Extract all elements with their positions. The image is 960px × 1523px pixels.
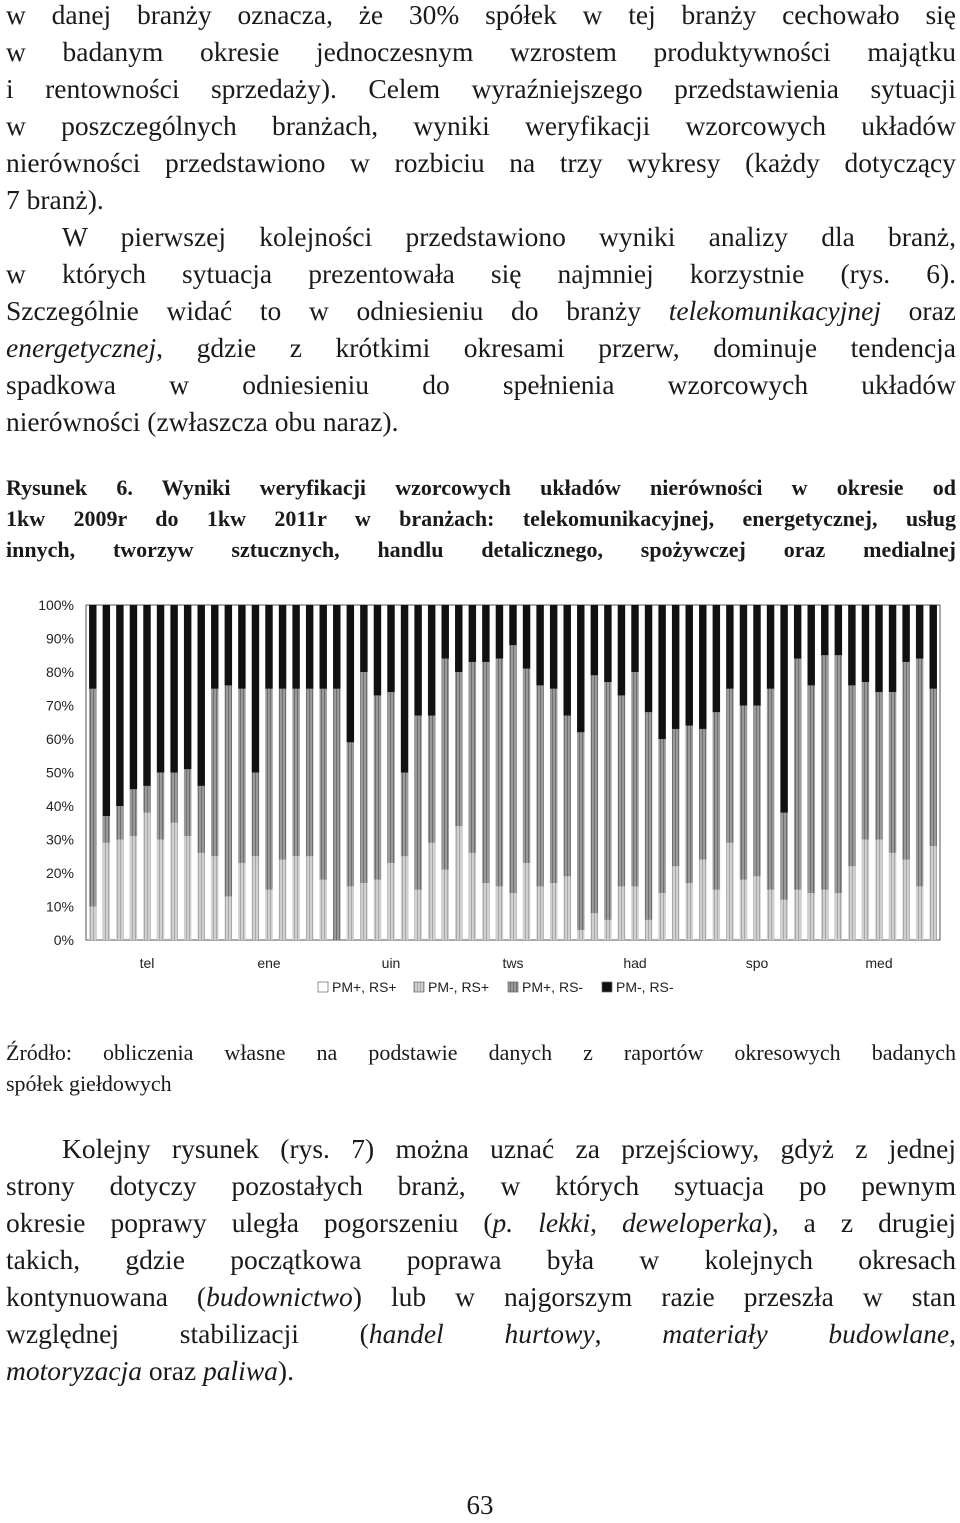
bar-segment <box>455 672 462 826</box>
bar-segment <box>333 689 340 940</box>
bar-segment <box>672 866 679 940</box>
bar-segment <box>306 605 313 689</box>
bar-segment <box>929 846 936 940</box>
bar-segment <box>862 605 869 682</box>
bar-segment <box>713 890 720 940</box>
bar-segment <box>889 853 896 940</box>
bar-segment <box>252 856 259 940</box>
bar-segment <box>225 605 232 685</box>
bar-segment <box>279 860 286 940</box>
bar-segment <box>780 605 787 813</box>
bar-segment <box>265 689 272 890</box>
text-line: i rentowności sprzedaży). Celem wyraźniejszego przedstawienia sytuacji <box>6 73 956 104</box>
figure-caption <box>6 472 956 565</box>
bar-segment <box>577 930 584 940</box>
bar-segment <box>563 716 570 877</box>
bar-segment <box>184 836 191 940</box>
bar-segment <box>794 605 801 659</box>
legend-swatch <box>508 982 518 992</box>
bar-segment <box>875 605 882 692</box>
bar-segment <box>916 605 923 659</box>
bar-segment <box>780 813 787 900</box>
bar-segment <box>604 605 611 682</box>
bar-segment <box>482 605 489 662</box>
bar-segment <box>170 823 177 940</box>
bar-segment <box>658 739 665 893</box>
bar-segment <box>225 685 232 896</box>
italic-term: handel hurtowy <box>368 1318 595 1349</box>
text-line <box>6 329 956 366</box>
bar-segment <box>699 605 706 729</box>
bar-segment <box>441 659 448 870</box>
x-tick-label: spo <box>745 955 769 971</box>
bar-segment <box>374 695 381 879</box>
text-run: , <box>594 1318 663 1349</box>
bar-segment <box>875 840 882 941</box>
bar-segment <box>143 813 150 940</box>
text-line <box>6 1204 956 1241</box>
bar-segment <box>306 856 313 940</box>
paragraph-1 <box>6 0 956 440</box>
bar-segment <box>753 706 760 877</box>
legend-swatch <box>414 982 424 992</box>
italic-term: energetycznej <box>6 332 157 363</box>
bar-segment <box>360 605 367 672</box>
text-line: w których sytuacja prezentowała się najmniej korzystnie (rys. 6). <box>6 258 956 289</box>
bar-segment <box>89 907 96 941</box>
bar-segment <box>753 605 760 706</box>
y-tick-label: 30% <box>45 831 74 848</box>
bar-segment <box>577 732 584 930</box>
legend-swatch <box>602 982 612 992</box>
x-tick-label: uin <box>381 955 401 971</box>
bar-segment <box>238 689 245 863</box>
bar-segment <box>116 806 123 840</box>
bar-segment <box>753 876 760 940</box>
y-tick-label: 90% <box>45 630 74 647</box>
bar-segment <box>645 920 652 940</box>
text-run: oraz <box>141 1355 204 1386</box>
bar-segment <box>197 786 204 853</box>
italic-term: telekomunikacyjnej <box>668 295 881 326</box>
x-tick-label: had <box>623 955 647 971</box>
bar-segment <box>645 605 652 712</box>
bar-segment <box>130 836 137 940</box>
figure-source <box>6 1037 956 1099</box>
bar-segment <box>292 856 299 940</box>
bar-segment <box>835 605 842 655</box>
x-tick-label: tws <box>502 955 524 971</box>
bar-segment <box>143 605 150 786</box>
text-line: W pierwszej kolejności przedstawiono wyniki analizy dla branż, <box>62 221 956 252</box>
italic-term: deweloperka <box>622 1207 763 1238</box>
bar-segment <box>523 863 530 940</box>
bar-segment <box>360 672 367 883</box>
bar-segment <box>197 605 204 786</box>
bar-segment <box>685 605 692 726</box>
bar-segment <box>279 689 286 860</box>
text-line: Kolejny rysunek (rys. 7) można uznać za przejściowy, gdyż z jednej <box>62 1133 956 1164</box>
y-tick-label: 20% <box>45 865 74 881</box>
bar-segment <box>509 645 516 893</box>
bar-segment <box>862 682 869 839</box>
y-tick-label: 70% <box>45 697 74 714</box>
text-line <box>6 1278 956 1315</box>
bar-segment <box>401 605 408 773</box>
text-line <box>6 1352 956 1389</box>
bar-segment <box>103 605 110 816</box>
source-line: spółek giełdowych <box>6 1071 172 1096</box>
italic-term: budownictwo <box>206 1281 353 1312</box>
bar-segment <box>157 840 164 941</box>
bar-segment <box>780 900 787 940</box>
bar-segment <box>130 789 137 836</box>
text-line <box>6 1315 956 1352</box>
bar-segment <box>631 605 638 672</box>
bar-segment <box>929 689 936 846</box>
bar-segment <box>916 886 923 940</box>
bar-segment <box>469 853 476 940</box>
bar-segment <box>821 890 828 940</box>
bar-segment <box>685 726 692 883</box>
bar-segment <box>319 605 326 689</box>
bar-segment <box>835 655 842 893</box>
bar-segment <box>455 605 462 672</box>
bar-segment <box>726 843 733 940</box>
y-axis <box>38 597 74 948</box>
text-run: ) lub w najgorszym razie przeszła w stan <box>352 1281 956 1312</box>
bar-segment <box>184 605 191 769</box>
bar-segment <box>130 605 137 789</box>
bar-segment <box>319 689 326 880</box>
bar-segment <box>509 605 516 645</box>
bar-segment <box>496 605 503 659</box>
bar-segment <box>469 662 476 853</box>
bar-segment <box>618 605 625 695</box>
bar-segment <box>740 880 747 940</box>
bar-segment <box>103 843 110 940</box>
bar-segment <box>414 890 421 940</box>
bar-segment <box>225 896 232 940</box>
bar-segment <box>170 773 177 823</box>
bar-segment <box>523 669 530 863</box>
page-number: 63 <box>466 1490 494 1520</box>
bar-segment <box>821 655 828 890</box>
text-line: nierówności (zwłaszcza obu naraz). <box>6 406 399 437</box>
bar-segment <box>116 840 123 941</box>
bar-segment <box>767 890 774 940</box>
bar-segment <box>238 605 245 689</box>
bar-segment <box>89 689 96 907</box>
text-line <box>6 292 956 329</box>
bar-segment <box>672 605 679 729</box>
bar-segment <box>170 605 177 773</box>
bar-segment <box>848 685 855 866</box>
bar-segment <box>374 605 381 695</box>
bar-segment <box>794 659 801 890</box>
bar-segment <box>347 742 354 886</box>
bar-segment <box>550 883 557 940</box>
bar-segment <box>740 605 747 706</box>
text-run: , <box>949 1318 956 1349</box>
bar-segment <box>496 659 503 887</box>
bar-segment <box>197 853 204 940</box>
legend-label: PM+, RS- <box>522 979 584 995</box>
bar-segment <box>591 605 598 675</box>
y-tick-label: 10% <box>45 898 74 915</box>
caption-line: 1kw 2009r do 1kw 2011r w branżach: telekomunikacyjnej, energetycznej, usług <box>6 506 956 531</box>
bar-segment <box>835 893 842 940</box>
bar-segment <box>184 769 191 836</box>
legend-label: PM-, RS+ <box>428 979 490 995</box>
bar-segment <box>618 695 625 886</box>
text-line: w danej branży oznacza, że 30% spółek w tej branży cechowało się <box>6 0 956 30</box>
bar-segment <box>401 773 408 857</box>
bar-segment <box>387 605 394 692</box>
bar-segment <box>767 605 774 689</box>
text-line: nierówności przedstawiono w rozbiciu na trzy wykresy (każdy dotyczący <box>6 147 956 178</box>
text-run: okresie poprawy uległa pogorszeniu ( <box>6 1207 493 1238</box>
text-line: 7 branż). <box>6 184 104 215</box>
text-line: spadkowa w odniesieniu do spełnienia wzorcowych układów <box>6 369 956 400</box>
bar-segment <box>306 689 313 857</box>
text-run: względnej stabilizacji ( <box>6 1318 369 1349</box>
bar-segment <box>292 689 299 857</box>
bar-segment <box>889 605 896 692</box>
caption-line: Rysunek 6. Wyniki weryfikacji wzorcowych układów nierówności w okresie od <box>6 475 956 500</box>
bar-segment <box>211 689 218 857</box>
bar-segment <box>347 886 354 940</box>
bar-segment <box>116 605 123 806</box>
bar-segment <box>591 675 598 913</box>
text-run: Szczególnie widać to w odniesieniu do branży <box>6 295 669 326</box>
legend-label: PM-, RS- <box>616 979 674 995</box>
bar-segment <box>604 682 611 920</box>
text-run: kontynuowana ( <box>6 1281 207 1312</box>
bar-segment <box>713 605 720 712</box>
caption-line: innych, tworzyw sztucznych, handlu detalicznego, spożywczej oraz medialnej <box>6 537 956 562</box>
bar-segment <box>550 605 557 689</box>
x-tick-label: med <box>865 955 893 971</box>
bar-segment <box>563 605 570 716</box>
stacked-bar-chart <box>0 585 960 1005</box>
x-tick-label: ene <box>257 955 281 971</box>
bar-segment <box>658 605 665 739</box>
legend-label: PM+, RS+ <box>332 979 397 995</box>
y-tick-label: 40% <box>45 798 74 814</box>
italic-term: paliwa <box>203 1355 278 1386</box>
x-axis <box>140 955 893 971</box>
bar-segment <box>577 605 584 732</box>
bar-segment <box>916 659 923 887</box>
bar-segment <box>265 605 272 689</box>
bar-segment <box>103 816 110 843</box>
bar-segment <box>563 876 570 940</box>
bar-segment <box>157 605 164 773</box>
bar-segment <box>387 692 394 863</box>
bar-segment <box>428 843 435 940</box>
paragraph-3 <box>6 1130 956 1389</box>
bar-segment <box>794 890 801 940</box>
bar-segment <box>699 729 706 860</box>
y-tick-label: 50% <box>45 764 74 781</box>
text-run: oraz <box>880 295 956 326</box>
bar-segment <box>672 729 679 866</box>
text-line: w badanym okresie jednoczesnym wzrostem produktywności majątku <box>6 36 956 67</box>
bar-segment <box>591 913 598 940</box>
bar-segment <box>821 605 828 655</box>
bar-segment <box>767 689 774 890</box>
text-run: ). <box>277 1355 294 1386</box>
bar-segment <box>441 870 448 940</box>
bar-segment <box>211 605 218 689</box>
bar-segment <box>631 886 638 940</box>
text-run: ), a z drugiej <box>762 1207 956 1238</box>
bar-segment <box>536 886 543 940</box>
bar-segment <box>469 605 476 662</box>
bar-segment <box>414 716 421 890</box>
bar-segment <box>89 605 96 689</box>
source-line: Źródło: obliczenia własne na podstawie danych z raportów okresowych badanych <box>6 1040 956 1065</box>
bar-segment <box>726 605 733 689</box>
bar-segment <box>902 860 909 940</box>
text-run: , <box>590 1207 623 1238</box>
bar-segment <box>807 893 814 940</box>
bar-segment <box>848 866 855 940</box>
bar-segment <box>333 605 340 689</box>
bar-segment <box>265 890 272 940</box>
bar-segment <box>347 605 354 742</box>
bar-segment <box>807 605 814 685</box>
bar-segment <box>726 689 733 843</box>
chart-legend <box>318 979 674 995</box>
text-line: takich, gdzie początkowa poprawa była w kolejnych okresach <box>6 1244 956 1275</box>
bar-segment <box>875 692 882 839</box>
bar-segment <box>685 883 692 940</box>
y-tick-label: 0% <box>53 932 74 948</box>
bar-segment <box>631 672 638 886</box>
y-tick-label: 60% <box>45 731 74 747</box>
bar-segment <box>279 605 286 689</box>
bar-segment <box>252 605 259 773</box>
bar-segment <box>889 692 896 853</box>
bar-segment <box>441 605 448 659</box>
bar-segment <box>740 706 747 880</box>
bar-segment <box>211 856 218 940</box>
bar-segment <box>143 786 150 813</box>
bar-segment <box>401 856 408 940</box>
bar-segment <box>374 880 381 940</box>
y-tick-label: 80% <box>45 664 74 680</box>
bar-segment <box>496 886 503 940</box>
legend-swatch <box>318 982 328 992</box>
y-tick-label: 100% <box>38 597 74 613</box>
bar-segment <box>482 662 489 883</box>
bar-segment <box>509 893 516 940</box>
text-line: w poszczególnych branżach, wyniki weryfikacji wzorcowych układów <box>6 110 956 141</box>
bar-segment <box>862 840 869 941</box>
bar-segment <box>604 920 611 940</box>
bar-segment <box>929 605 936 689</box>
italic-term: materiały budowlane <box>662 1318 950 1349</box>
bar-segment <box>428 716 435 843</box>
bar-segment <box>482 883 489 940</box>
bar-segment <box>902 605 909 662</box>
bar-segment <box>157 773 164 840</box>
x-tick-label: tel <box>139 955 155 971</box>
bar-segment <box>319 880 326 940</box>
bar-segment <box>713 712 720 890</box>
italic-term: p. lekki <box>492 1207 591 1238</box>
bar-segment <box>387 863 394 940</box>
bar-segment <box>428 605 435 716</box>
plot-area <box>86 605 940 940</box>
bar-segment <box>292 605 299 689</box>
text-run: , gdzie z krótkimi okresami przerw, dominuje tendencja <box>156 332 956 363</box>
bar-segment <box>360 883 367 940</box>
bar-segment <box>699 860 706 940</box>
bar-segment <box>455 826 462 940</box>
bar-segment <box>536 685 543 886</box>
bar-segment <box>523 605 530 669</box>
bar-segment <box>618 886 625 940</box>
bar-segment <box>550 689 557 883</box>
italic-term: motoryzacja <box>6 1355 142 1386</box>
text-line: strony dotyczy pozostałych branż, w których sytuacja po pewnym <box>6 1170 956 1201</box>
bar-segment <box>902 662 909 860</box>
bar-segment <box>848 605 855 685</box>
bar-segment <box>645 712 652 920</box>
bar-segment <box>807 685 814 893</box>
bar-segment <box>414 605 421 716</box>
bar-segment <box>658 893 665 940</box>
bar-segment <box>252 773 259 857</box>
bar-segment <box>238 863 245 940</box>
bar-segment <box>536 605 543 685</box>
